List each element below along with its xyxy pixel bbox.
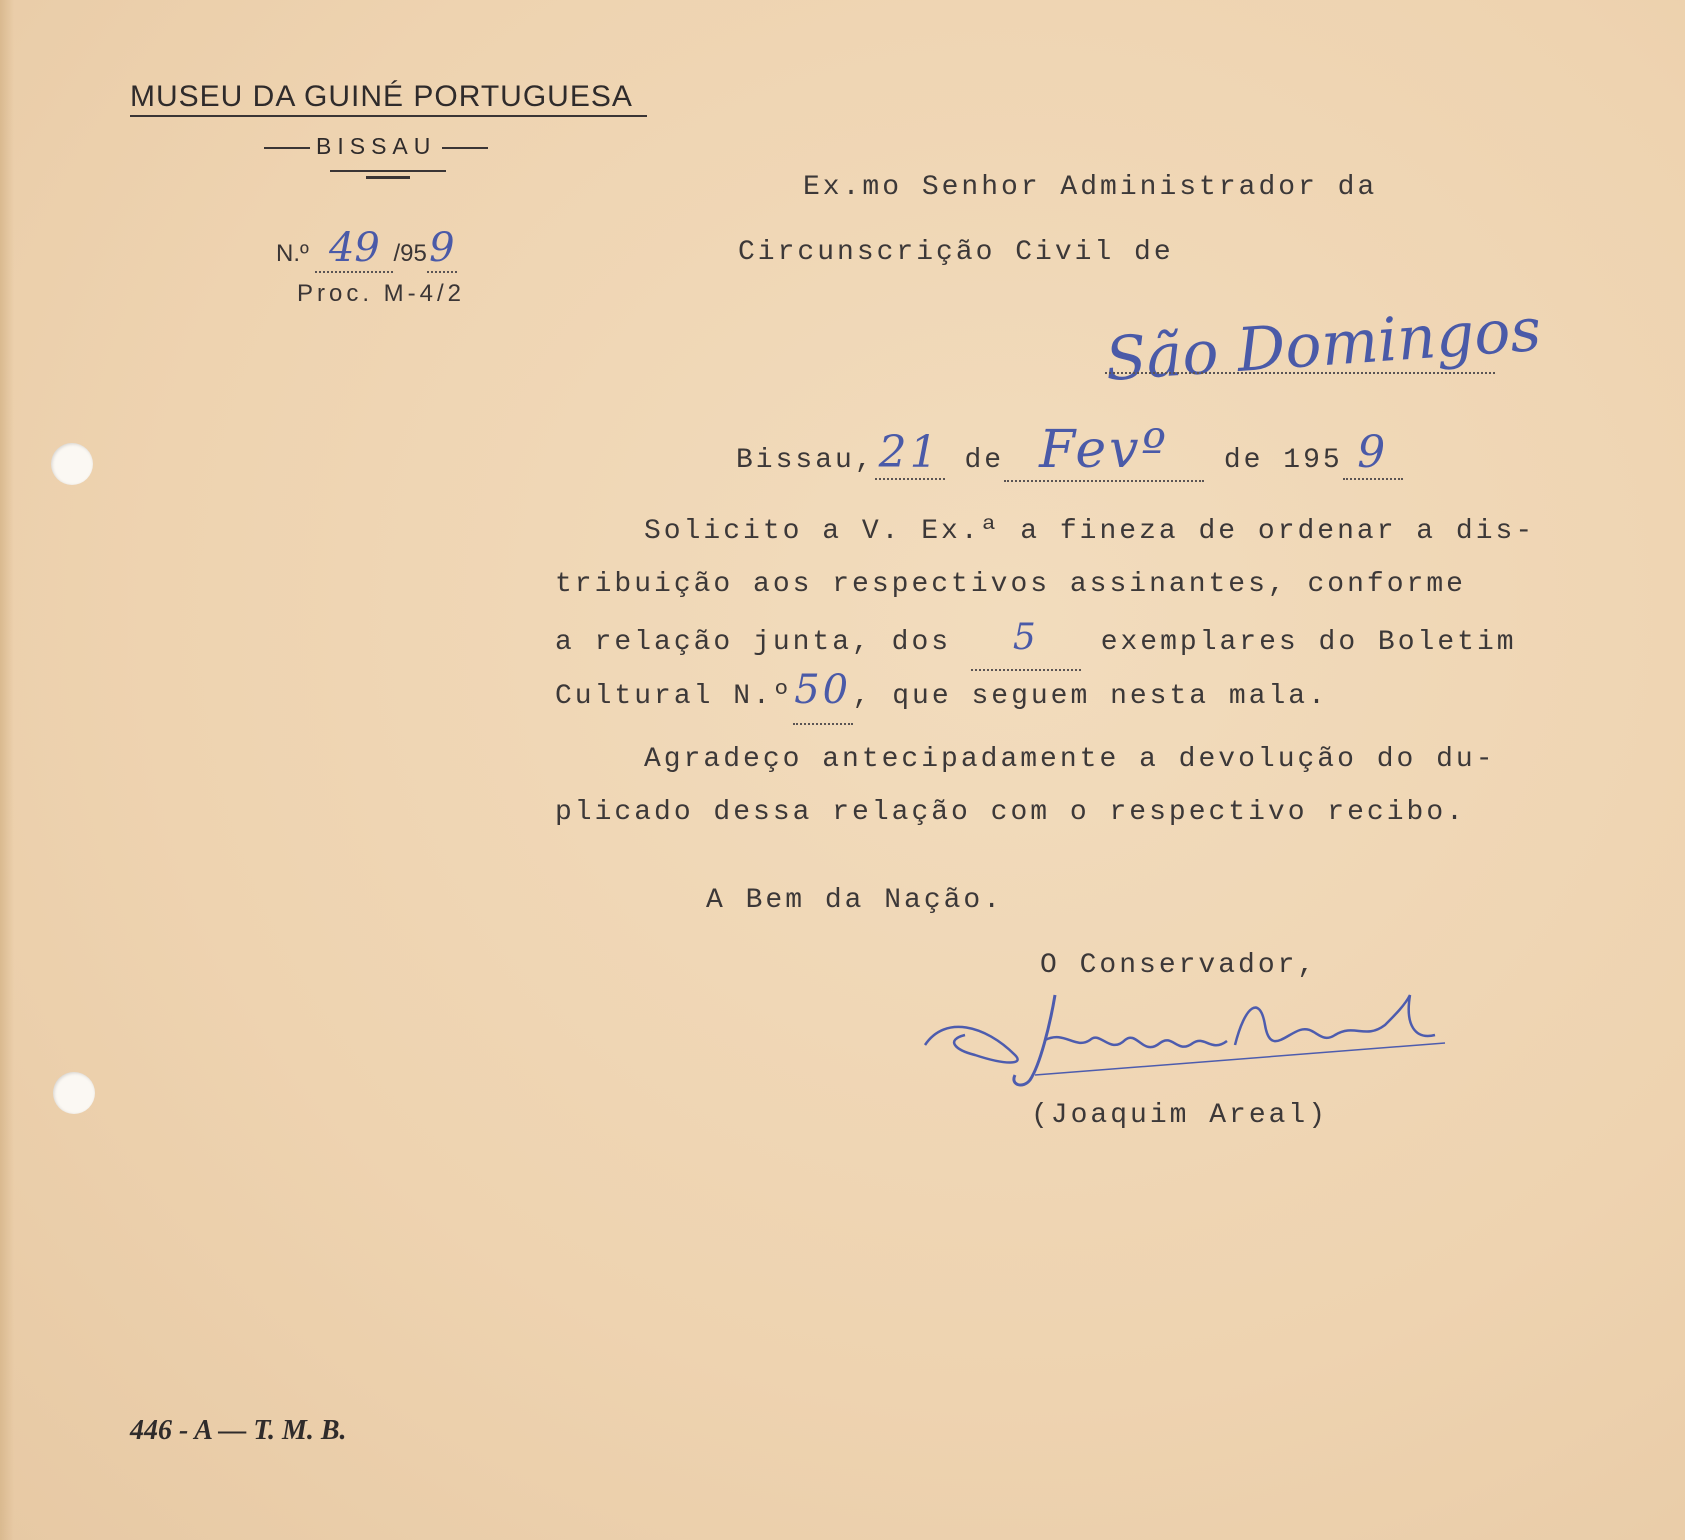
- city-dash-left: [264, 147, 310, 149]
- reference-number-field: [315, 225, 393, 273]
- addressee-place-handwritten: São Domingos: [1103, 294, 1544, 396]
- addressee-line-2: Circunscrição Civil de: [738, 237, 1174, 268]
- closing-salutation: A Bem da Nação.: [706, 885, 1004, 916]
- punch-hole-bottom: [53, 1072, 95, 1114]
- reference-year-printed: 95: [400, 240, 427, 267]
- issue-field: [793, 664, 853, 725]
- body-p1-line-3: [555, 611, 1517, 671]
- signer-name: (Joaquim Areal): [1031, 1100, 1329, 1131]
- letterhead-city: BISSAU: [316, 133, 437, 159]
- reference-year-field: [427, 225, 457, 273]
- reference-number: N.º 49 /959: [276, 225, 457, 273]
- body-p1-line-3-end: exemplares do Boletim: [1100, 627, 1517, 658]
- letterhead-institution: MUSEU DA GUINÉ PORTUGUESA: [130, 80, 633, 113]
- addressee-place-dotted-line: [1105, 372, 1495, 374]
- reference-number-handwritten: 49: [328, 225, 380, 271]
- date-city: Bissau,: [736, 445, 875, 476]
- process-reference: Proc. M-4/2: [297, 280, 466, 307]
- body-p1-line-4: [555, 664, 1505, 725]
- handwritten-signature: [915, 985, 1455, 1095]
- body-p1-line-4-end: , que seguem nesta mala.: [852, 681, 1328, 712]
- date-day-handwritten: 21: [878, 427, 941, 478]
- body-p1-line-1: Solicito a V. Ex.ª a fineza de ordenar a dis-: [644, 516, 1536, 547]
- printer-mark: 446 - A — T. M. B.: [130, 1415, 347, 1446]
- signer-title: O Conservador,: [1040, 950, 1318, 981]
- letterhead-city-row: [258, 133, 494, 160]
- body-p2-line-1: Agradeço antecipadamente a devolução do du-: [644, 744, 1496, 775]
- date-day-field: [875, 427, 945, 480]
- date-de-1: de: [964, 445, 1005, 476]
- punch-hole-top: [51, 443, 93, 485]
- date-line: [736, 420, 1403, 482]
- city-dash-right: [442, 147, 488, 149]
- issue-handwritten: 50: [794, 667, 852, 713]
- date-year-handwritten: 9: [1357, 427, 1389, 478]
- copies-handwritten: 5: [1012, 617, 1039, 658]
- body-p1-line-2: tribuição aos respectivos assinantes, conforme: [555, 569, 1466, 600]
- date-de-2: de: [1223, 445, 1264, 476]
- date-year-field: [1343, 427, 1403, 480]
- letterhead-rule-tiny: [366, 176, 410, 179]
- date-month-handwritten: Fevº: [1039, 420, 1169, 480]
- page-edge-shadow: [0, 0, 14, 1540]
- reference-year-handwritten: 9: [429, 225, 455, 271]
- letterhead-underline: [130, 115, 647, 117]
- body-p1-line-3-start: a relação junta, dos: [555, 627, 952, 658]
- date-year-prefix: 195: [1283, 445, 1343, 476]
- body-p1-line-4-start: Cultural N.º: [555, 681, 793, 712]
- body-p2-line-2: plicado dessa relação com o respectivo recibo.: [555, 797, 1466, 828]
- letterhead-rule-short: [330, 170, 446, 172]
- reference-prefix: N.º: [276, 240, 309, 267]
- addressee-line-1: Ex.mo Senhor Administrador da: [803, 172, 1378, 203]
- copies-field: [971, 611, 1081, 671]
- date-month-field: [1004, 420, 1204, 482]
